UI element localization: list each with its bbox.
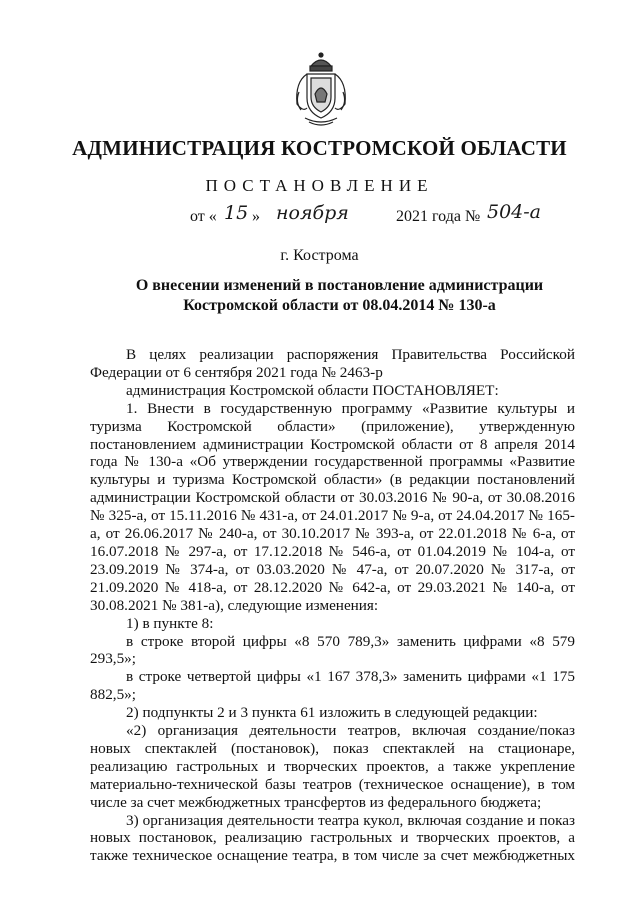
coat-of-arms-icon (293, 52, 349, 126)
city: г. Кострома (280, 247, 359, 264)
paragraph: администрация Костромской области ПОСТАНОВЛЯЕТ: (126, 381, 499, 399)
paragraph: в строке четвертой цифры «1 167 378,3» заменить цифрами «1 175 882,5»; (90, 668, 575, 704)
heading-line-2: Костромской области от 08.04.2014 № 130-а (183, 297, 496, 314)
number-sign: № (465, 208, 481, 225)
paragraph: 1. Внести в государственную программу «Развитие культуры и туризма Костромской области» (приложение), утвержденную постановлением администрации Костромской области от 8 апреля 2014 года № 130-а «Об утверждении государственной программы «Развитие культуры и туризма Костромской области» (в редакции постановлений администрации Костромской области от 30.03.2016 № 90-а, от 30.08.2016 № 325-а, от 15.11.2016 № 431-а, от 24.01.2017 № 9-а, от 24.04.2017 № 165-а, от 26.06.2017 № 240-а, от 30.10.2017 № 393-а, от 22.01.2018 № 6-а, от 16.07.2018 № 297-а, от 17.12.2018 № 546-а, от 01.04.2019 № 104-а, от 23.09.2019 № 374-а, от 03.03.2020 № 47-а, от 20.07.2020 № 317-а, от 21.09.2020 № 418-а, от 28.12.2020 № 642-а, от 29.03.2021 № 140-а, от 30.08.2021 № 381-а), следующие изменения: (90, 399, 575, 614)
document-heading (90, 276, 589, 316)
date-month-handwritten: ноября (276, 202, 349, 224)
date-prefix: от « (190, 208, 217, 225)
paragraph: В целях реализации распоряжения Правительства Российской Федерации от 6 сентября 2021 года № 2463-р (90, 346, 575, 381)
paragraph: 1) в пункте 8: (126, 614, 214, 632)
paragraph: в строке второй цифры «8 570 789,3» заменить цифрами «8 579 293,5»; (90, 632, 575, 668)
paragraph: «2) организация деятельности театров, включая создание/показ новых спектаклей (постановок), показ спектаклей на стационаре, реализацию гастрольных и творческих проектов, а также укрепление материально-технической базы театров (техническое оснащение), в том числе за счет межбюджетных трансфертов из федерального бюджета; (90, 722, 575, 811)
document-type: ПОСТАНОВЛЕНИЕ (205, 176, 434, 195)
document-number-handwritten: 504-а (487, 201, 542, 223)
paragraph: 2) подпункты 2 и 3 пункта 61 изложить в следующей редакции: (126, 704, 538, 722)
paragraph: 3) организация деятельности театра кукол, включая создание и показ новых постановок, реализацию гастрольных и творческих проектов, а также техническое оснащение театра, в том числе за счет межбюджетных (90, 811, 575, 865)
date-year: 2021 года (396, 208, 461, 225)
date-day-handwritten: 15 (224, 202, 249, 224)
organization-title: АДМИНИСТРАЦИЯ КОСТРОМСКОЙ ОБЛАСТИ (72, 136, 567, 160)
heading-line-1: О внесении изменений в постановление администрации (135, 277, 544, 294)
document-body (90, 346, 575, 865)
date-close-quote: » (252, 208, 260, 225)
